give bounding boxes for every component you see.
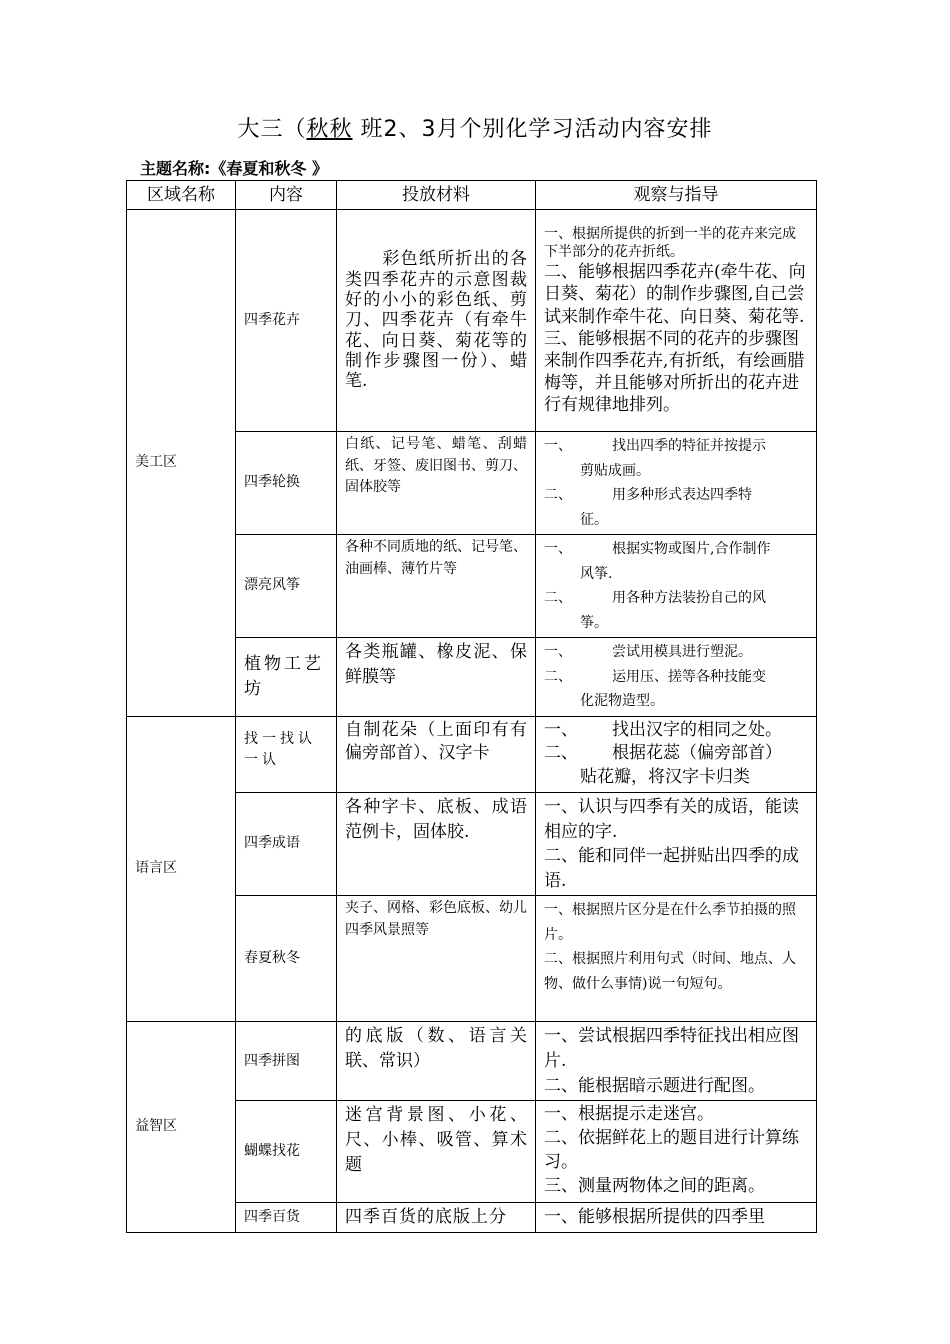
guidance-cell	[536, 1101, 817, 1203]
content-cell: 蝴蝶找花	[236, 1101, 337, 1203]
area-math: 益智区	[127, 1022, 236, 1233]
guidance-cell	[536, 1022, 817, 1101]
table-row	[127, 1022, 817, 1101]
area-art: 美工区	[127, 210, 236, 717]
materials-cell: 各种字卡、底板、成语范例卡，固体胶.	[337, 792, 536, 896]
guidance-cell: 一、 尝试用模具进行塑泥。 二、 运用压、搓等各种技能变 化泥物造型。	[536, 638, 817, 717]
table-row	[127, 210, 817, 432]
content-cell: 四季百货	[236, 1203, 337, 1233]
guidance-item: 一、 尝试用模具进行塑泥。	[544, 644, 752, 660]
materials-cell: 四季百货的底版上分	[337, 1203, 536, 1233]
guidance-item: 一、尝试根据四季特征找出相应图片.	[544, 1026, 799, 1072]
guidance-item: 一、 找出汉字的相同之处。	[544, 719, 782, 740]
guidance-cell	[536, 896, 817, 1022]
guidance-item: 一、 根据实物或图片,合作制作	[544, 541, 771, 557]
guidance-cell	[536, 1203, 817, 1233]
materials-cell: 各种不同质地的纸、记号笔、油画棒、薄竹片等	[337, 535, 536, 638]
table-header-row	[127, 181, 817, 210]
guidance-item: 二、根据照片利用句式（时间、地点、人物、做什么事情)说一句短句。	[544, 951, 796, 992]
content-cell: 漂亮风筝	[236, 535, 337, 638]
guidance-item: 二、能和同伴一起拼贴出四季的成语.	[544, 846, 799, 891]
guidance-item: 一、根据提示走迷宫。	[544, 1104, 714, 1125]
content-cell: 植物工艺坊	[236, 638, 337, 717]
guidance-item: 二、 根据花蕊（偏旁部首）	[544, 743, 782, 764]
materials-cell: 各类瓶罐、橡皮泥、保鲜膜等	[337, 638, 536, 717]
content-cell: 春夏秋冬	[236, 896, 337, 1022]
guidance-cell: 一、 找出汉字的相同之处。 二、 根据花蕊（偏旁部首） 贴花瓣，将汉字卡归类	[536, 716, 817, 792]
guidance-item: 二、 用各种方法装扮自己的风	[544, 590, 766, 606]
content-cell: 四季花卉	[236, 210, 337, 432]
class-name: 秋秋	[306, 117, 353, 142]
area-language: 语言区	[127, 716, 236, 1022]
guidance-cell: 一、 根据实物或图片,合作制作 风筝. 二、 用各种方法装扮自己的风 筝。	[536, 535, 817, 638]
header-area: 区域名称	[127, 181, 236, 210]
guidance-item: 一、根据所提供的折到一半的花卉来完成下半部分的花卉折纸。	[544, 225, 796, 261]
guidance-item: 一、 找出四季的特征并按提示	[544, 438, 766, 454]
guidance-item: 一、根据照片区分是在什么季节拍摄的照片。	[544, 902, 796, 943]
header-materials: 投放材料	[337, 181, 536, 210]
materials-cell: 迷宫背景图、小花、尺、小棒、吸管、算术题	[337, 1101, 536, 1203]
guidance-item: 二、依据鲜花上的题目进行计算练习。	[544, 1128, 799, 1172]
content-cell: 找一找认一认	[236, 716, 337, 792]
guidance-item: 二、能够根据四季花卉(牵牛花、向日葵、菊花）的制作步骤图,自己尝试来制作牵牛花、向日葵、菊花等.	[544, 262, 806, 327]
guidance-item: 一、能够根据所提供的四季里	[544, 1207, 765, 1228]
page-title: 大三（秋秋 班2、3月个别化学习活动内容安排	[237, 117, 713, 142]
guidance-item: 一、认识与四季有关的成语，能读相应的字.	[544, 796, 799, 842]
guidance-cell	[536, 792, 817, 896]
guidance-item: 三、能够根据不同的花卉的步骤图来制作四季花卉,有折纸，有绘画腊梅等，并且能够对所折出的花卉进行有规律地排列。	[544, 328, 805, 415]
guidance-cell	[536, 210, 817, 432]
activity-table	[126, 180, 817, 1233]
content-cell: 四季轮换	[236, 432, 337, 535]
guidance-item: 二、 用多种形式表达四季特	[544, 487, 752, 503]
guidance-item: 三、测量两物体之间的距离。	[544, 1175, 765, 1196]
content-cell: 四季成语	[236, 792, 337, 896]
guidance-item: 二、能根据暗示题进行配图。	[544, 1075, 765, 1096]
guidance-cell: 一、 找出四季的特征并按提示 剪贴成画。 二、 用多种形式表达四季特 征。	[536, 432, 817, 535]
materials-cell: 的底版（数、语言关联、常识）	[337, 1022, 536, 1101]
content-cell: 四季拼图	[236, 1022, 337, 1101]
materials-cell: 彩色纸所折出的各类四季花卉的示意图裁好的小小的彩色纸、剪刀、四季花卉（有牵牛花、向日葵、菊花等的制作步骤图一份）、蜡笔.	[337, 210, 536, 432]
theme-name: 主题名称:《春夏和秋冬 》	[140, 159, 328, 178]
materials-cell: 自制花朵（上面印有有偏旁部首）、汉字卡	[337, 716, 536, 792]
guidance-item: 二、 运用压、搓等各种技能变	[544, 668, 766, 685]
materials-cell: 夹子、网格、彩色底板、幼儿四季风景照等	[337, 896, 536, 1022]
table-row	[127, 716, 817, 792]
header-content: 内容	[236, 181, 337, 210]
materials-cell: 白纸、记号笔、蜡笔、刮蜡纸、牙签、废旧图书、剪刀、固体胶等	[337, 432, 536, 535]
header-guidance: 观察与指导	[536, 181, 817, 210]
